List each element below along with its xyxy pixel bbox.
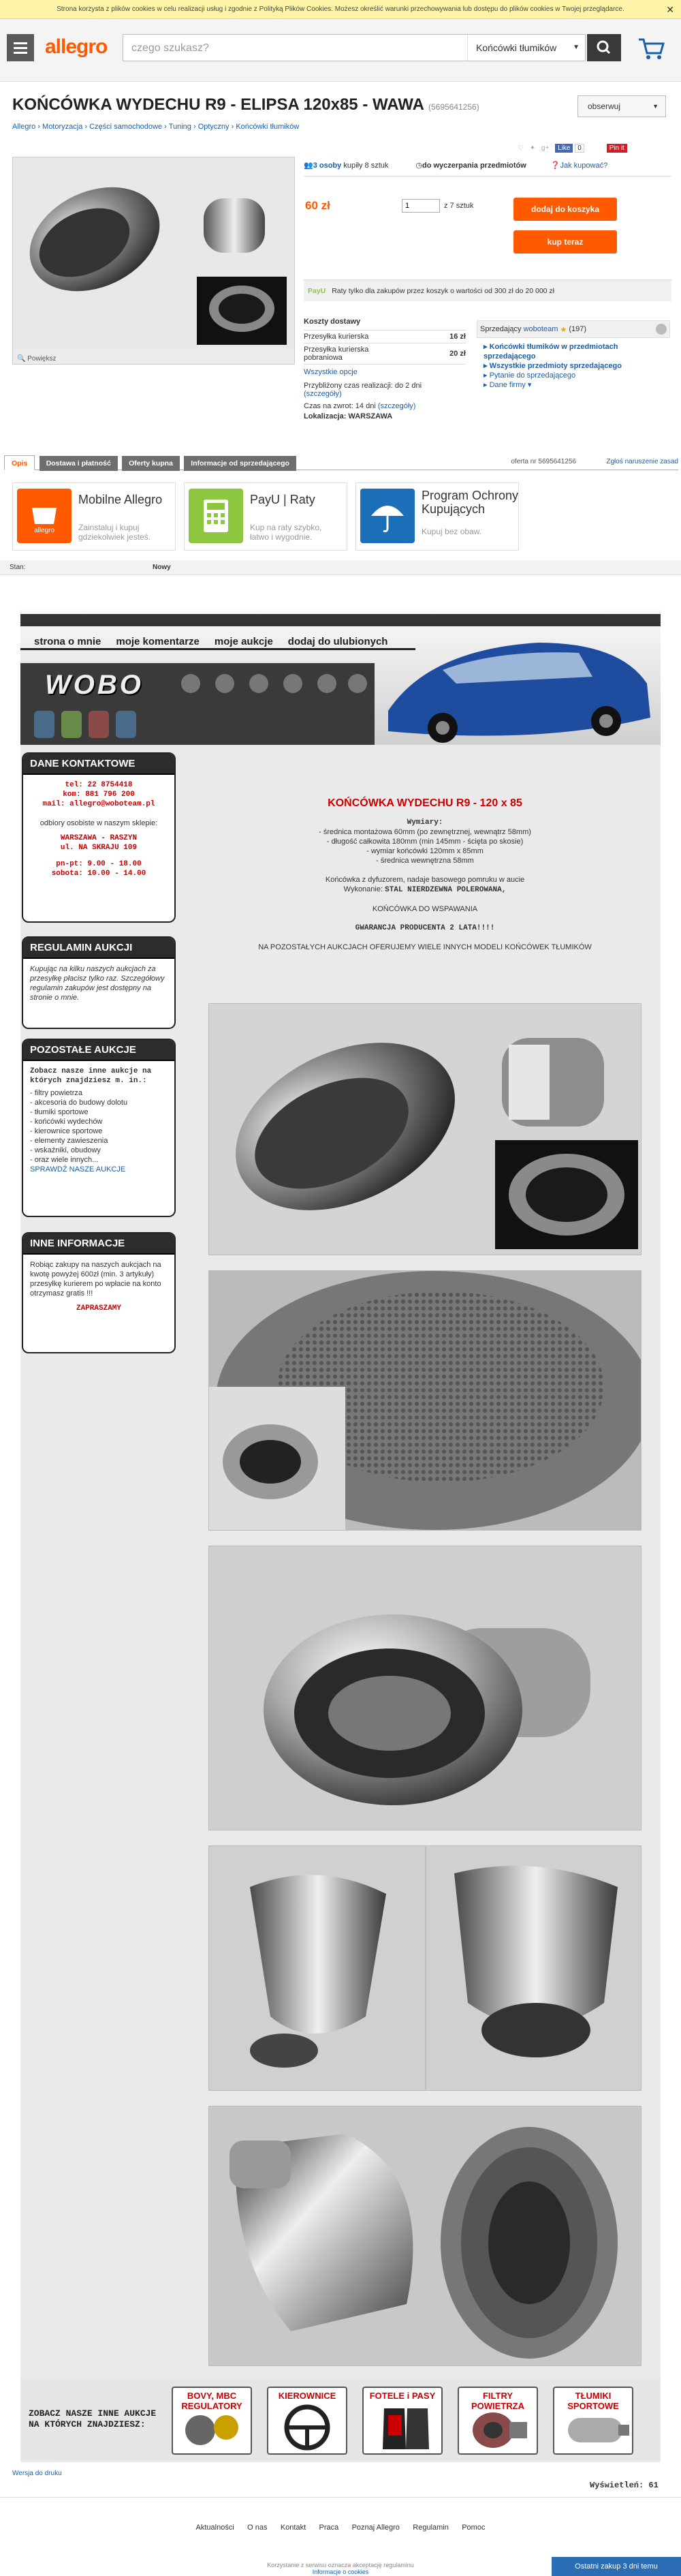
desc-p2-label: Wykonanie:: [343, 885, 383, 893]
promo-title: Mobilne Allegro: [78, 493, 163, 506]
footer-link[interactable]: Aktualności: [195, 2524, 234, 2532]
all-options-link[interactable]: Wszystkie opcje: [304, 368, 358, 376]
hours-line: pn-pt: 9.00 - 18.00: [56, 860, 142, 868]
cookie-text: Strona korzysta z plików cookies w celu realizacji usług i zgodnie z Polityką Plików Cookies. Możesz określić warunki przechowywania lub dostępu do plików cookies w Twojej przeglądarce.: [57, 5, 624, 13]
star-icon: ★: [560, 325, 567, 334]
info-box: [22, 1232, 176, 1353]
promo-sub: Kupuj bez obaw.: [422, 527, 482, 536]
thumb-mufflers[interactable]: [553, 2387, 633, 2455]
views-label: Wyświetleń:: [590, 2481, 644, 2490]
promo-mobile[interactable]: [12, 482, 176, 551]
info-title: INNE INFORMACJE: [23, 1233, 174, 1255]
thumb-label: BOVY, MBC REGULATORY: [181, 2391, 242, 2411]
promo-title: PayU | Raty: [250, 493, 315, 506]
report-link[interactable]: Zgłoś naruszenie zasad: [606, 458, 678, 465]
gplus-icon[interactable]: g+: [541, 144, 550, 152]
watch-button[interactable]: [577, 95, 666, 117]
twitter-icon[interactable]: ✦: [529, 144, 536, 152]
watch-label: obserwuj: [588, 102, 621, 111]
dim-line: - średnica wewnętrzna 58mm: [376, 857, 474, 865]
views-value: 61: [648, 2481, 659, 2490]
close-icon[interactable]: ✕: [666, 4, 674, 15]
how-to-buy-link[interactable]: Jak kupować?: [560, 161, 608, 170]
others-intro: Zobacz nasze inne aukcje na których znajdziesz m. in.:: [30, 1067, 152, 1085]
seller-toggle-icon[interactable]: [656, 324, 667, 335]
desc-p2-value: STAL NIERDZEWNA POLEROWANA,: [385, 886, 507, 894]
thumb-seats[interactable]: [362, 2387, 443, 2455]
bought-people[interactable]: 3 osoby: [313, 161, 342, 170]
cart-icon[interactable]: [636, 33, 666, 63]
condition-row: [0, 560, 681, 575]
dim-line: - średnica montażowa 60mm (po zewnętrznej, wewnątrz 58mm): [319, 828, 531, 836]
delivery-price: 20 zł: [449, 350, 466, 358]
buy-now-button[interactable]: kup teraz: [513, 230, 617, 254]
chevron-down-icon: ▼: [652, 103, 659, 110]
footer-link[interactable]: Poznaj Allegro: [351, 2524, 400, 2532]
social-bar: [518, 144, 627, 152]
product-photo: [13, 157, 294, 348]
seller-link-label: Końcówki tłumików w przedmiotach sprzedającego: [484, 343, 618, 361]
seller-box: [477, 320, 670, 394]
list-item: - kierownice sportowe: [30, 1127, 103, 1135]
price: 60 zł: [305, 199, 330, 212]
product-photo-2: [208, 1270, 642, 1531]
delivery-name: Przesyłka kurierska pobraniowa: [304, 346, 369, 362]
seller-label: Sprzedający: [480, 325, 522, 333]
menu-icon[interactable]: [7, 34, 34, 61]
promo-title: Program Ochrony Kupujących: [422, 489, 519, 516]
tab-offers[interactable]: Oferty kupna: [122, 456, 180, 471]
nav-favorites[interactable]: dodaj do ulubionych: [287, 636, 388, 647]
help-icon: ❓: [550, 162, 560, 170]
views-counter: [590, 2481, 659, 2490]
condition-label: Stan:: [10, 564, 26, 571]
seller-link[interactable]: ▸ Pytanie do sprzedającego: [484, 371, 576, 380]
bought-rest: kupiły 8 sztuk: [343, 161, 389, 170]
delivery-box: [304, 318, 466, 420]
nav-auctions[interactable]: moje aukcje: [214, 636, 273, 647]
seller-header: [477, 320, 670, 338]
zoom-link[interactable]: [17, 355, 56, 363]
details-link[interactable]: (szczegóły): [304, 390, 342, 398]
search-icon: [587, 34, 621, 61]
seller-link-label: Wszystkie przedmioty sprzedającego: [489, 362, 622, 370]
breadcrumb-item[interactable]: Końcówki tłumików: [236, 123, 300, 131]
description-heading: KOŃCÓWKA WYDECHU R9 - 120 x 85: [328, 797, 522, 809]
product-photo-5: [208, 2106, 642, 2366]
rules-box: [22, 936, 176, 1029]
seller-link[interactable]: ▸ Końcówki tłumików w przedmiotach sprzedającego: [484, 343, 618, 361]
last-bought-badge: Ostatni zakup 3 dni temu: [552, 2557, 681, 2576]
duration: do wyczerpania przedmiotów: [422, 161, 526, 170]
bottom-text: ZOBACZ NASZE INNE AUKCJE NA KTÓRYCH ZNAJDZIESZ:: [29, 2408, 157, 2429]
promo-sub: Zainstaluj i kupuj gdziekolwiek jesteś.: [78, 523, 151, 542]
check-auctions-link[interactable]: SPRAWDŹ NASZE AUKCJE: [30, 1165, 126, 1174]
breadcrumb: Allegro › Motoryzacja › Części samochodowe › Tuning › Optyczny › Końcówki tłumików: [12, 123, 300, 131]
description-text: [204, 799, 646, 952]
seller-link-label: Dane firmy: [489, 381, 526, 389]
other-auctions-box: [22, 1039, 176, 1217]
add-to-cart-button[interactable]: dodaj do koszyka: [513, 198, 617, 221]
thumb-bov[interactable]: [172, 2387, 252, 2455]
product-gallery[interactable]: [12, 157, 295, 365]
thumb-steering[interactable]: [267, 2387, 347, 2455]
promo-payu[interactable]: [184, 482, 347, 551]
tab-bar: [4, 455, 678, 470]
location: Lokalizacja: WARSZAWA: [304, 412, 393, 420]
rules-title: REGULAMIN AUKCJI: [23, 938, 174, 959]
chevron-down-icon: ▼: [573, 44, 580, 51]
list-item: - elementy zawieszenia: [30, 1137, 108, 1145]
category-select[interactable]: [467, 35, 586, 61]
address-line: ul. NA SKRAJU 109: [60, 844, 138, 852]
return-time: Czas na zwrot: 14 dni: [304, 402, 376, 410]
dim-line: - wymiar końcówki 120mm x 85mm: [366, 847, 484, 855]
tab-description[interactable]: Opis: [4, 455, 35, 470]
payu-note-bar: [304, 279, 671, 301]
search-input[interactable]: [123, 34, 586, 61]
thumb-label: KIEROWNICE: [278, 2391, 336, 2401]
others-list: [30, 1088, 168, 1165]
breadcrumb-item[interactable]: Motoryzacja: [42, 123, 83, 131]
nav-about[interactable]: strona o mnie: [34, 636, 101, 647]
mobile-icon: [17, 489, 72, 543]
breadcrumb-item[interactable]: Allegro: [12, 123, 36, 131]
promo-sub: Kup na raty szybko, łatwo i wygodnie.: [250, 523, 322, 542]
offer-number: oferta nr 5695641256: [511, 458, 576, 465]
contact-mail[interactable]: mail: allegro@woboteam.pl: [42, 800, 155, 808]
dim-line: - długość całkowita 180mm (min 145mm - ścięta po skosie): [326, 838, 524, 846]
umbrella-icon: [360, 489, 415, 543]
buy-stats: [304, 161, 671, 170]
delivery-name: Przesyłka kurierska: [304, 333, 369, 341]
product-photo-1: [208, 1003, 642, 1255]
desc-p1: Końcówka z dyfuzorem, nadaje basowego pomruku w aucie: [325, 876, 525, 884]
delivery-price: 16 zł: [449, 333, 466, 341]
breadcrumb-item[interactable]: Tuning: [168, 123, 191, 131]
breadcrumb-item[interactable]: Optyczny: [197, 123, 229, 131]
seller-link[interactable]: ▸ Dane firmy ▾: [484, 381, 532, 389]
address-line: WARSZAWA - RASZYN: [60, 834, 138, 842]
contact-tel: tel: 22 8754418: [65, 781, 133, 789]
cookie-bar: [0, 0, 681, 19]
zoom-icon: 🔍: [17, 355, 28, 363]
hours-line: sobota: 10.00 - 14.00: [51, 870, 146, 878]
fb-count: 0: [575, 144, 584, 153]
contact-kom: kom: 881 796 200: [63, 791, 135, 799]
breadcrumb-item[interactable]: Części samochodowe: [89, 123, 163, 131]
offer-id: (5695641256): [428, 102, 479, 112]
header: [0, 19, 681, 82]
delivery-title: Koszty dostawy: [304, 318, 361, 326]
zoom-label: Powiększ: [27, 355, 57, 363]
list-item: - oraz wiele innych...: [30, 1156, 99, 1164]
footer-link[interactable]: Regulamin: [413, 2524, 449, 2532]
list-item: - tłumiki sportowe: [30, 1108, 89, 1116]
allegro-logo[interactable]: allegro: [45, 35, 108, 58]
product-photo-4: [208, 1845, 642, 2091]
thumb-label: FOTELE i PASY: [369, 2391, 436, 2401]
list-item: - akcesoria do budowy dolotu: [30, 1099, 128, 1107]
search-button[interactable]: [587, 34, 621, 61]
delivery-row: [304, 343, 466, 364]
seller-banner: [20, 609, 661, 745]
of-pieces: z 7 sztuk: [444, 202, 474, 210]
info-text: Robiąc zakupy na naszych aukcjach na kwotę powyżej 600zł (min. 3 artykuły) przesyłkę kurierem po wpłacie na konto otrzymasz gratis !!!: [30, 1261, 161, 1298]
seller-link[interactable]: ▸ Wszystkie przedmioty sprzedającego: [484, 362, 622, 370]
tab-seller-info[interactable]: Informacje od sprzedającego: [184, 456, 296, 471]
desc-p3: KOŃCÓWKA DO WSPAWANIA: [372, 905, 478, 913]
rules-text: Kupując na kilku naszych aukcjach za przesyłkę płacisz tylko raz. Szczegółowy regulamin zakupów jest dostępny na stronie o mnie.: [30, 965, 165, 1002]
seller-name[interactable]: woboteam: [523, 325, 558, 333]
nav-comments[interactable]: moje komentarze: [116, 636, 200, 647]
footer-links: [0, 2522, 681, 2532]
footer-link[interactable]: Kontakt: [280, 2524, 306, 2532]
heart-icon[interactable]: ♡: [518, 144, 524, 152]
seller-link-label: Pytanie do sprzedającego: [489, 371, 576, 380]
dims-title: Wymiary:: [407, 818, 443, 827]
footer-link[interactable]: Praca: [319, 2524, 339, 2532]
offer-title-text: KOŃCÓWKA WYDECHU R9 - ELIPSA 120x85 - WAWA: [12, 95, 424, 114]
footer-note1: Korzystanie z serwisu oznacza akceptację regulaminu: [267, 2562, 414, 2569]
footer-link[interactable]: Pomoc: [462, 2524, 486, 2532]
contact-box: [22, 752, 176, 923]
info-thanks: ZAPRASZAMY: [76, 1304, 121, 1313]
footer-link[interactable]: O nas: [247, 2524, 268, 2532]
tab-delivery[interactable]: Dostawa i płatność: [39, 456, 118, 471]
payu-logo: PayU: [308, 287, 326, 295]
category-label: Końcówki tłumików: [476, 42, 557, 53]
details-link[interactable]: (szczegóły): [377, 402, 416, 410]
list-item: - wskaźniki, obudowy: [30, 1146, 101, 1154]
product-photo-3: [208, 1546, 642, 1830]
realization: Przybliżony czas realizacji: do 2 dni: [304, 382, 422, 390]
svg-text:allegro: allegro: [33, 527, 55, 534]
contact-title: DANE KONTAKTOWE: [23, 754, 174, 775]
delivery-row: [304, 331, 466, 343]
banner-nav: [34, 636, 387, 647]
calculator-icon: [189, 489, 243, 543]
thumb-label: FILTRY POWIETRZA: [471, 2391, 524, 2411]
pin-button[interactable]: Pin it: [607, 144, 627, 153]
promo-protection[interactable]: [355, 482, 519, 551]
list-item: - końcówki wydechów: [30, 1118, 103, 1126]
thumb-filters[interactable]: [458, 2387, 538, 2455]
footer-note2[interactable]: Informacje o cookies: [312, 2569, 369, 2575]
seller-rating: (197): [569, 325, 587, 333]
desc-p4: GWARANCJA PRODUCENTA 2 LATA!!!!: [355, 924, 495, 932]
offer-title: [12, 95, 479, 114]
divider: [304, 176, 671, 177]
search-placeholder: czego szukasz?: [131, 42, 209, 54]
quantity-field[interactable]: [402, 199, 440, 213]
others-title: POZOSTAŁE AUKCJE: [23, 1040, 174, 1061]
print-version-link[interactable]: Wersja do druku: [12, 2470, 62, 2477]
payu-note: Raty tylko dla zakupów przez koszyk o wartości od 300 zł do 20 000 zł: [332, 287, 555, 295]
pickup-text: odbiory osobiste w naszym sklepie:: [39, 819, 158, 827]
wobo-logo: WOBO: [45, 670, 144, 700]
list-item: - filtry powietrza: [30, 1089, 83, 1097]
clock-icon: ◷: [415, 162, 422, 170]
condition-value: Nowy: [153, 564, 171, 571]
thumb-label: TŁUMIKI SPORTOWE: [567, 2391, 619, 2411]
people-icon: 👥: [304, 162, 313, 170]
fb-like-button[interactable]: Like: [555, 144, 573, 153]
desc-p5: NA POZOSTAŁYCH AUKCJACH OFERUJEMY WIELE INNYCH MODELI KOŃCÓWEK TŁUMIKÓW: [258, 943, 592, 951]
